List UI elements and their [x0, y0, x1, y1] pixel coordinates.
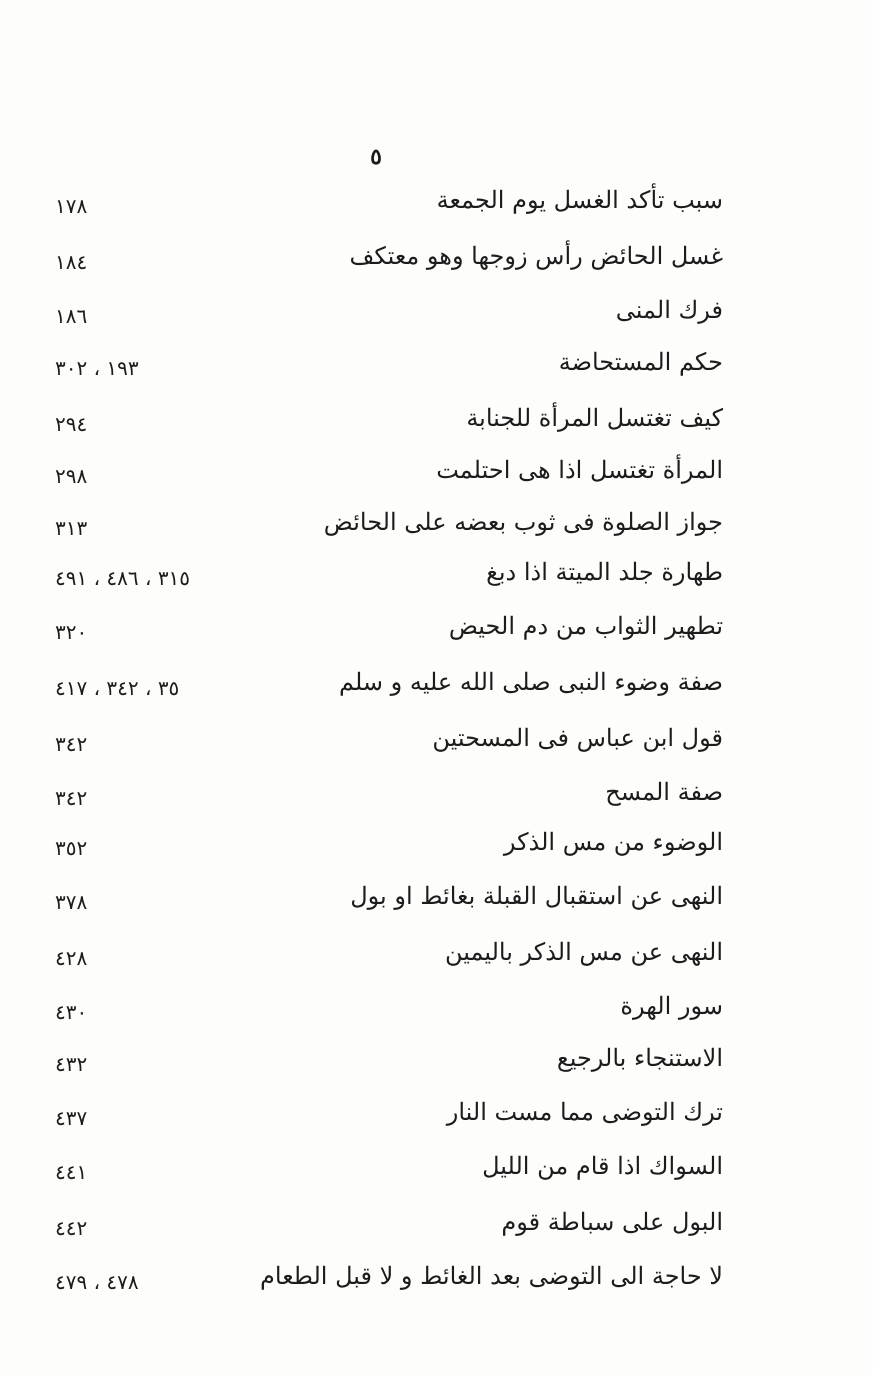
entry-title: سبب تأكد الغسل يوم الجمعة	[436, 186, 723, 214]
entry-title: قول ابن عباس فى المسحتين	[432, 724, 723, 752]
index-entry	[55, 772, 723, 812]
entry-pages: ٤٧٨ ، ٤٧٩	[55, 1270, 139, 1294]
index-entry	[55, 502, 723, 542]
index-entry	[55, 1256, 723, 1296]
entry-pages: ٣١٣	[55, 516, 88, 540]
entry-title: صفة وضوء النبى صلى الله عليه و سلم	[338, 668, 723, 696]
entry-title: طهارة جلد الميتة اذا دبغ	[486, 558, 723, 586]
index-entry	[55, 180, 723, 220]
entry-pages: ٣٢٠	[55, 620, 88, 644]
index-entry	[55, 606, 723, 646]
entry-pages: ٣٤٢	[55, 732, 88, 756]
entry-pages: ١٨٤	[55, 250, 88, 274]
entry-pages: ٢٩٨	[55, 464, 88, 488]
index-entry	[55, 718, 723, 758]
entry-title: الاستنجاء بالرجيع	[556, 1044, 723, 1072]
entry-title: لا حاجة الى التوضى بعد الغائط و لا قبل الطعام	[260, 1262, 723, 1290]
index-entry	[55, 876, 723, 916]
entry-pages: ٣٥ ، ٣٤٢ ، ٤١٧	[55, 676, 180, 700]
entry-title: البول على سباطة قوم	[501, 1208, 723, 1236]
entry-pages: ٤٣٧	[55, 1106, 88, 1130]
index-entry	[55, 822, 723, 862]
entry-pages: ٤٣٢	[55, 1052, 88, 1076]
entry-pages: ٣١٥ ، ٤٨٦ ، ٤٩١	[55, 566, 191, 590]
index-entry	[55, 1038, 723, 1078]
entry-title: غسل الحائض رأس زوجها وهو معتكف	[349, 242, 723, 270]
entry-pages: ٣٥٢	[55, 836, 88, 860]
entry-pages: ٣٧٨	[55, 890, 88, 914]
entry-pages: ٤٤١	[55, 1160, 88, 1184]
index-entry	[55, 986, 723, 1026]
index-entry	[55, 552, 723, 592]
entry-title: كيف تغتسل المرأة للجنابة	[466, 404, 723, 432]
index-entry	[55, 236, 723, 276]
page-number: ٥	[370, 144, 382, 170]
index-entry	[55, 398, 723, 438]
entry-pages: ٤٣٠	[55, 1000, 88, 1024]
index-entry	[55, 290, 723, 330]
entry-pages: ١٨٦	[55, 304, 88, 328]
entry-title: تطهير الثواب من دم الحيض	[448, 612, 723, 640]
index-entry	[55, 342, 723, 382]
entry-title: المرأة تغتسل اذا هى احتلمت	[436, 456, 723, 484]
entry-title: الوضوء من مس الذكر	[503, 828, 723, 856]
entry-pages: ٢٩٤	[55, 412, 88, 436]
entry-title: فرك المنى	[615, 296, 723, 324]
entry-pages: ٣٤٢	[55, 786, 88, 810]
entry-pages: ١٩٣ ، ٣٠٢	[55, 356, 139, 380]
entry-title: صفة المسح	[605, 778, 723, 806]
entry-title: النهى عن مس الذكر باليمين	[444, 938, 723, 966]
entry-title: ترك التوضى مما مست النار	[446, 1098, 723, 1126]
entry-pages: ١٧٨	[55, 194, 88, 218]
index-entry	[55, 932, 723, 972]
entry-title: حكم المستحاضة	[558, 348, 723, 376]
entry-title: جواز الصلوة فى ثوب بعضه على الحائض	[323, 508, 723, 536]
index-entry	[55, 1092, 723, 1132]
entry-title: سور الهرة	[620, 992, 723, 1020]
entry-title: السواك اذا قام من الليل	[482, 1152, 723, 1180]
index-entry	[55, 662, 723, 702]
entry-title: النهى عن استقبال القبلة بغائط او بول	[350, 882, 723, 910]
index-entry	[55, 1146, 723, 1186]
entry-pages: ٤٤٢	[55, 1216, 88, 1240]
index-entry	[55, 1202, 723, 1242]
index-entry	[55, 450, 723, 490]
entry-pages: ٤٢٨	[55, 946, 88, 970]
